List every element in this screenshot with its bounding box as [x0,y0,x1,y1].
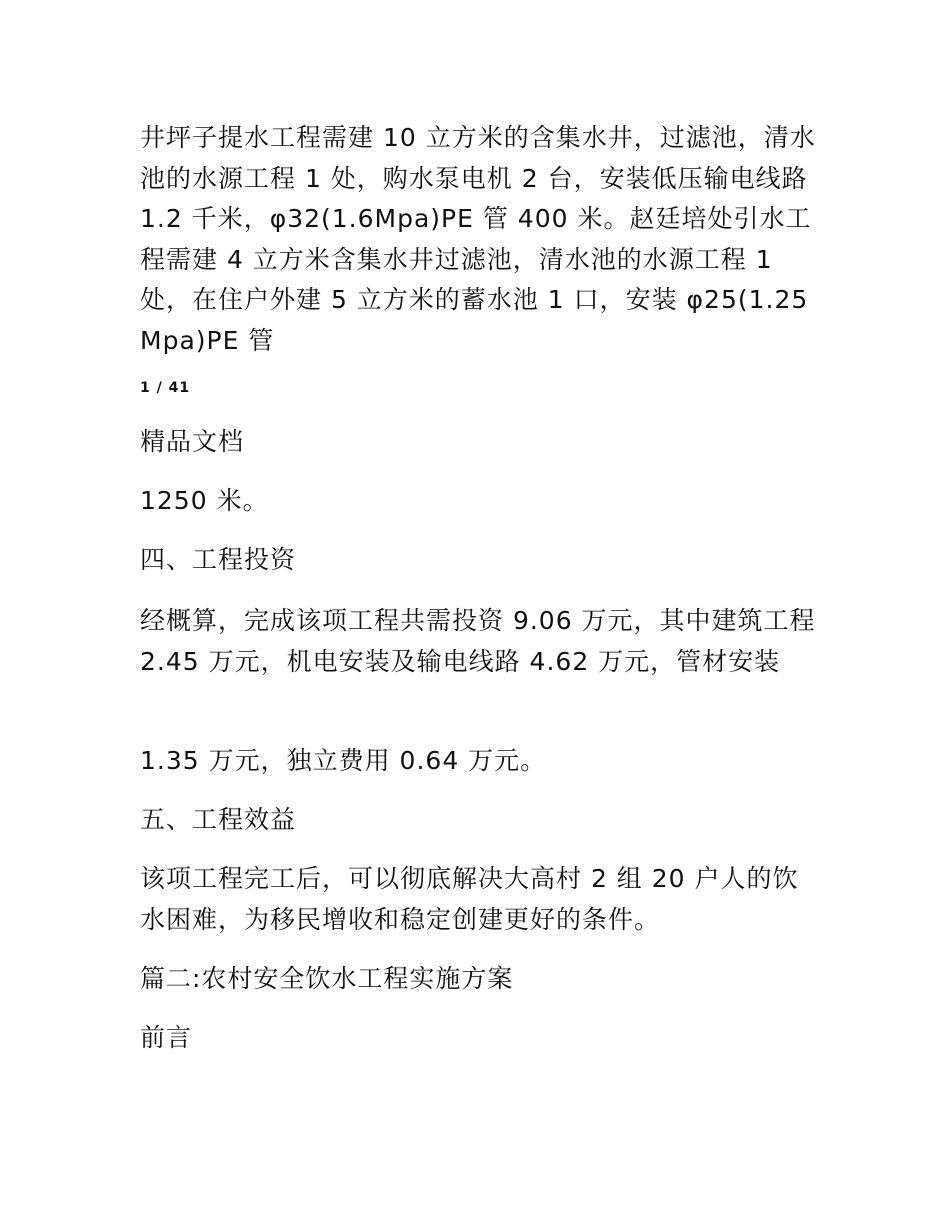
paragraph-benefit: 该项工程完工后，可以彻底解决大高村 2 组 20 户人的饮水困难，为移民增收和稳定创建更好的条件。 [140,864,799,934]
heading-part-two: 篇二:农村安全饮水工程实施方案 [140,964,514,993]
paragraph-investment-estimate: 经概算，完成该项工程共需投资 9.06 万元，其中建筑工程 2.45 万元，机电安装及输电线路 4.62 万元，管材安装 [140,606,816,676]
header-label: 精品文档 [140,427,245,456]
heading-benefit: 五、工程效益 [140,805,297,834]
paragraph-water-source-works: 井坪子提水工程需建 10 立方米的含集水井，过滤池，清水池的水源工程 1 处，购水泵电机 2 台，安装低压输电线路 1.2 千米，φ32(1.6Mpa)PE 管 400 米。赵廷培处引水工程需建 4 立方米含集水井过滤池，清水池的水源工程 1 处，在住户外建 5 立方米的蓄水池 1 口，安装 φ25(1.25Mpa)PE 管 [140,123,816,355]
paragraph-pipe-length: 1250 米。 [140,486,269,515]
page-indicator: 1 / 41 [140,380,191,396]
heading-preface: 前言 [140,1023,193,1052]
heading-investment: 四、工程投资 [140,545,297,574]
paragraph-investment-remainder: 1.35 万元，独立费用 0.64 万元。 [140,746,547,775]
